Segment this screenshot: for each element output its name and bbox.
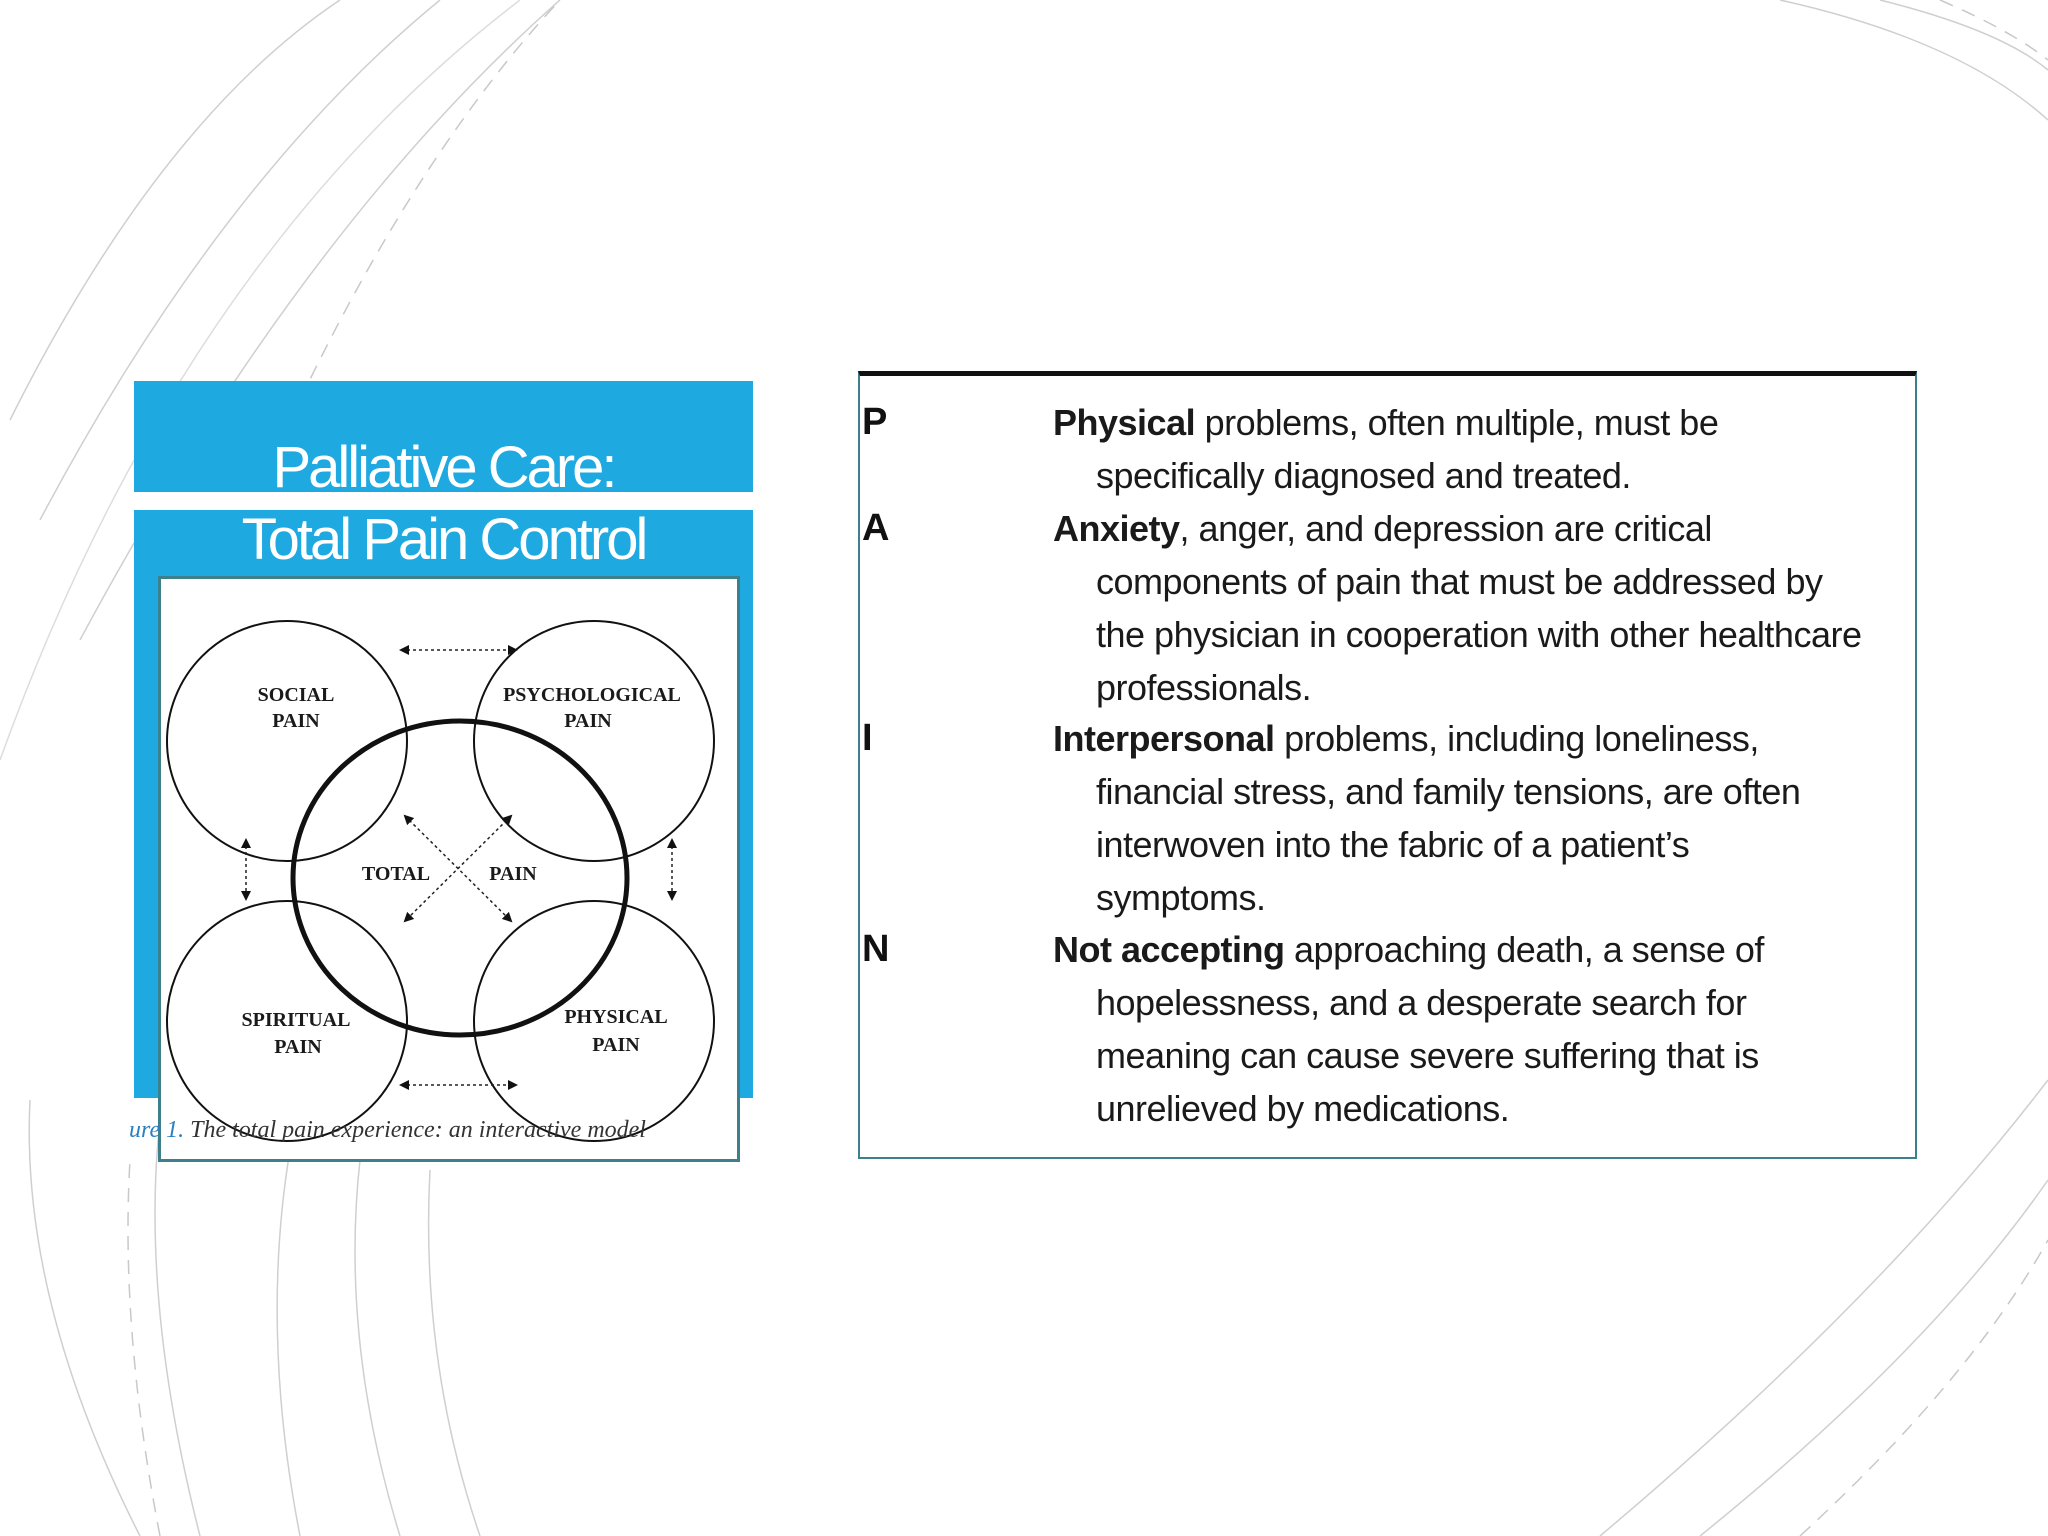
pain-line: components of pain that must be addressed by <box>1096 561 1823 602</box>
label-social-pain: PAIN <box>272 710 320 732</box>
label-social: SOCIAL <box>257 684 335 706</box>
slide-title-line-2: Total Pain Control <box>241 507 646 572</box>
pain-keyword: Not accepting <box>1053 929 1285 970</box>
label-physical: PHYSICAL <box>564 1006 668 1028</box>
pain-description <box>1053 396 1913 502</box>
pain-line: specifically diagnosed and treated. <box>1096 455 1631 496</box>
pain-keyword: Physical <box>1053 402 1196 443</box>
pain-line-rest: , anger, and depression are critical <box>1179 508 1712 549</box>
pain-line: financial stress, and family tensions, are often <box>1096 771 1801 812</box>
total-pain-diagram <box>129 576 740 1162</box>
label-spiritual: SPIRITUAL <box>241 1009 351 1031</box>
pain-letter: N <box>862 928 890 970</box>
pain-mnemonic-table <box>858 371 1917 1159</box>
pain-description <box>1053 712 1913 924</box>
pain-letter: I <box>862 717 873 759</box>
pain-line: professionals. <box>1096 667 1312 708</box>
figure-number: ure 1. <box>129 1117 185 1143</box>
pain-line <box>1053 923 1913 976</box>
label-physical-pain: PAIN <box>592 1034 640 1056</box>
pain-line: interwoven into the fabric of a patient’s <box>1096 824 1690 865</box>
pain-line: symptoms. <box>1096 877 1266 918</box>
pain-line: unrelieved by medications. <box>1096 1088 1510 1129</box>
figure-caption-text: The total pain experience: an interactive model <box>190 1117 646 1143</box>
pain-letter: A <box>862 507 890 549</box>
total-pain-circle <box>293 721 627 1035</box>
pain-line <box>1053 712 1913 765</box>
pain-line-rest: approaching death, a sense of <box>1284 929 1764 970</box>
pain-line <box>1053 502 1913 555</box>
label-psychological-pain: PAIN <box>564 710 612 732</box>
label-psychological: PSYCHOLOGICAL <box>503 684 681 706</box>
label-pain: PAIN <box>489 863 537 885</box>
pain-line: meaning can cause severe suffering that is <box>1096 1035 1759 1076</box>
pain-letter: P <box>862 401 888 443</box>
diagram-canvas <box>161 579 743 1165</box>
label-total: TOTAL <box>361 863 431 885</box>
psychological-pain-circle <box>474 621 714 861</box>
slide-title-line-1: Palliative Care: <box>272 435 615 500</box>
pain-line: hopelessness, and a desperate search for <box>1096 982 1747 1023</box>
pain-line-rest: problems, including loneliness, <box>1274 718 1759 759</box>
pain-description <box>1053 923 1913 1135</box>
pain-keyword: Anxiety <box>1053 508 1180 549</box>
pain-description <box>1053 502 1913 714</box>
figure-caption <box>129 1117 646 1144</box>
pain-line <box>1053 396 1913 449</box>
pain-keyword: Interpersonal <box>1053 718 1275 759</box>
pain-line-rest: problems, often multiple, must be <box>1195 402 1719 443</box>
pain-line: the physician in cooperation with other healthcare <box>1096 614 1862 655</box>
slide-title <box>134 432 753 576</box>
label-spiritual-pain: PAIN <box>274 1036 322 1058</box>
social-pain-circle <box>167 621 407 861</box>
